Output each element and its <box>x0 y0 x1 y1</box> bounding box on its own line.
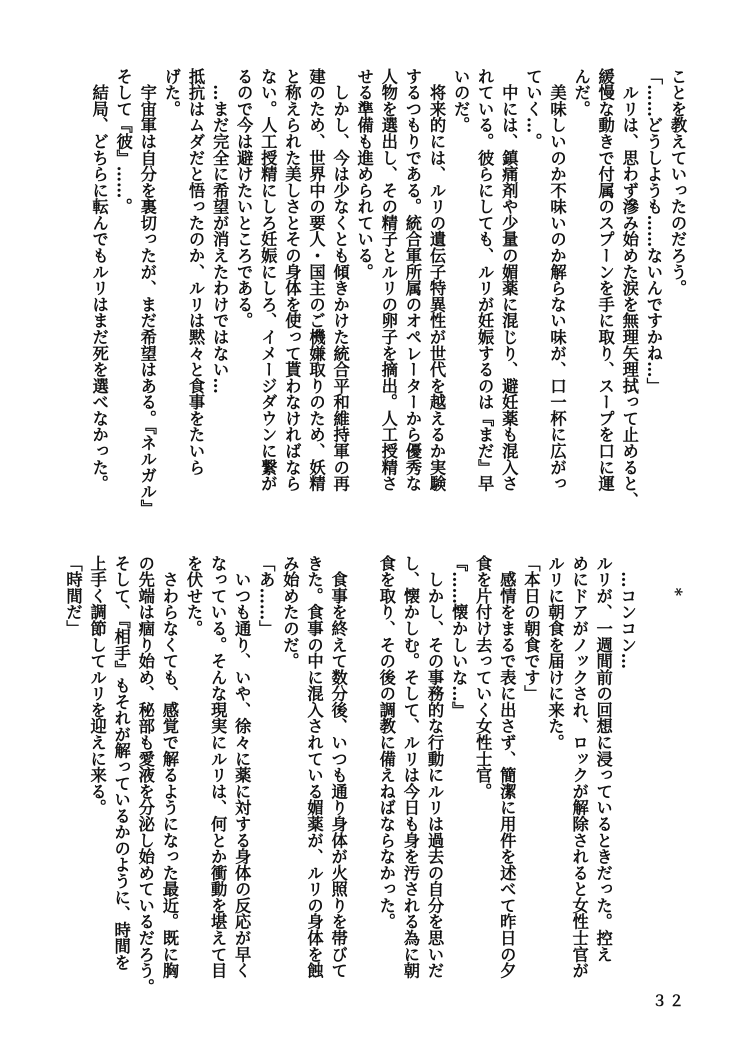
text-column: 宇宙軍は自分を裏切ったが、まだ希望はある。『ネルガル』 <box>137 68 157 516</box>
text-column: ルリに朝食を届けに来た。 <box>545 555 565 751</box>
text-column: そして『彼』……。 <box>113 68 133 215</box>
text-column: れている。彼らにしても、ルリが妊娠するのは『まだ』早 <box>475 68 495 492</box>
text-column: なっている。そんな現実にルリは、何とか衝動を堪えて目 <box>208 555 228 979</box>
text-column: いのだ。 <box>451 68 471 134</box>
text-column: 将来的には、ルリの遺伝子特異性が世代を越えるか実験 <box>427 68 446 492</box>
text-column: の先端は痼り始め、秘部も愛液を分泌し始めているだろう。 <box>135 555 155 995</box>
text-column: 抵抗はムダだと悟ったのか、ルリは黙々と食事をたいら <box>186 68 205 476</box>
text-column: いつも通り、いや、徐々に薬に対する身体の反応が早く <box>232 555 252 979</box>
page-number: ３２ <box>652 992 687 1010</box>
text-column: ルリが、一週間前の回想に浸っているときだった。控え <box>593 555 613 963</box>
text-column: ない。人工授精にしろ妊娠にしろ、イメージダウンに繋が <box>258 68 278 492</box>
text-column: せる準備も進められている。 <box>354 68 374 280</box>
text-column: 『……懐かしいな…』 <box>449 555 469 718</box>
text-column: 美味しいのか不味いのか解らない味が、口一杯に広がっ <box>547 68 567 492</box>
text-column: …まだ完全に希望が消えたわけではない… <box>210 68 230 394</box>
text-column: 「本日の朝食です」 <box>521 555 541 702</box>
text-column: み始めたのだ。 <box>280 555 300 670</box>
text-column: めにドアがノックされ、ロックが解除されると女性士官が <box>569 555 589 979</box>
text-column: 「あ……」 <box>256 555 276 637</box>
text-column: するつもりである。統合軍所属のオペレーターから優秀な <box>402 68 422 492</box>
text-column: 上手く調節してルリを迎えに来る。 <box>87 555 107 816</box>
text-column: ルリは、思わず滲み始めた涙を無理矢理拭って止めると、 <box>619 68 639 508</box>
text-column: 食を取り、その後の調教に備えねばならなかった。 <box>376 555 396 930</box>
text-column: 結局、どちらに転んでもルリはまだ死を選べなかった。 <box>89 68 109 492</box>
text-column: 「時間だ」 <box>63 555 83 637</box>
text-column: 中には、鎮痛剤や少量の媚薬に混じり、避妊薬も混入さ <box>499 68 519 492</box>
section-break-asterisk: * <box>666 555 685 597</box>
text-column: きた。食事の中に混入されている媚薬が、ルリの身体を蝕 <box>304 555 324 979</box>
text-column: 感情をまるで表に出さず、簡潔に用件を述べて昨日の夕 <box>497 555 517 979</box>
text-column: 緩慢な動きで付属のスプーンを手に取り、スープを口に運 <box>595 68 615 492</box>
text-column: 食を片付け去っていく女性士官。 <box>473 555 493 800</box>
text-column: しかし、今は少なくとも傾きかけた統合平和維持軍の再 <box>330 68 350 492</box>
text-column: と称えられた美しさとその身体を使って貰わなければなら <box>282 68 302 492</box>
text-column: ていく…。 <box>523 68 543 150</box>
text-column: し、懐かしむ。そして、ルリは今日も身を汚される為に朝 <box>400 555 420 979</box>
text-column: ことを教えていったのだろう。 <box>668 68 687 297</box>
text-column: るので今は避けたいところである。 <box>234 68 254 329</box>
text-column: …コンコン… <box>617 555 637 670</box>
text-column: を伏せた。 <box>184 555 203 637</box>
text-column: 人物を選出し、その精子とルリの卵子を摘出。人工授精さ <box>378 68 398 492</box>
text-column: そして、『相手』もそれが解っているかのように、時間を <box>111 555 131 971</box>
text-column: 建のため、世界中の要人・国主のご機嫌取りのため、妖精 <box>306 68 326 492</box>
text-column: 「……どうしようも……ないんですかね…」 <box>643 68 663 394</box>
text-column: さわらなくても、感覚で解るようになった最近。既に胸 <box>159 555 179 979</box>
text-column: 食事を終えて数分後、いつも通り身体が火照りを帯びて <box>328 555 348 979</box>
text-column: しかし、その事務的な行動にルリは過去の自分を思いだ <box>425 555 444 979</box>
text-column: げた。 <box>161 68 181 117</box>
text-column: んだ。 <box>571 68 591 117</box>
